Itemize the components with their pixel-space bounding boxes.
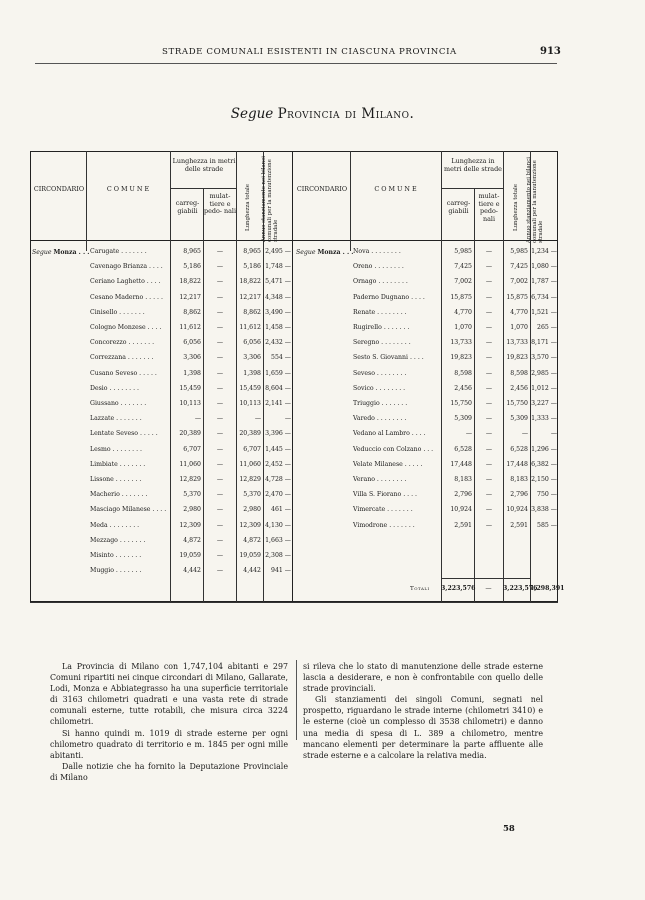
table-cell: — (485, 278, 493, 286)
table-cell: 10,113 (179, 400, 201, 407)
table-cell: 461 — (271, 506, 291, 514)
table-cell: 12,309 (179, 521, 201, 529)
text-column-right (303, 661, 543, 761)
table-cell: 1,070 (454, 324, 472, 331)
table-cell: 4,348 — (265, 293, 291, 301)
table-cell: 12,829 (239, 476, 261, 483)
table-cell: 12,217 (239, 293, 261, 301)
table-cell: — (485, 506, 493, 514)
table-cell: 15,750 (450, 400, 472, 407)
totals-annuo: 1,298,391 (530, 585, 565, 592)
table-cell: Ornago . . . . . . . . (353, 278, 408, 286)
table-cell: 3,396 — (265, 430, 291, 438)
totals-carreggiabili: 3,223,576 (441, 585, 476, 592)
table-cell: — (485, 354, 493, 362)
table-cell: — (485, 445, 493, 453)
header-carreggiabili: carreg- giabili (175, 199, 200, 215)
table-cell: Velate Milanese . . . . . (353, 460, 423, 468)
table-cell: Mezzago . . . . . . . (90, 536, 146, 544)
table-cell: Concorezzo . . . . . . . (90, 339, 155, 347)
table-cell: 10,113 (239, 400, 261, 407)
table-cell: 2,796 (510, 491, 528, 499)
header-bottom-rule (30, 240, 558, 241)
table-cell: — (485, 308, 493, 316)
circondario-prefix: Segue (32, 249, 52, 256)
table-cell: 1,012 — (531, 384, 557, 392)
table-cell: Renate . . . . . . . . (353, 308, 407, 316)
table-cell: 3,838 — (531, 506, 557, 514)
table-cell: Verano . . . . . . . . (353, 476, 407, 483)
table-cell: 6,056 (243, 339, 261, 347)
header-lunghezza: Lunghezza in metri delle strade (444, 157, 502, 173)
table-cell: 7,425 (454, 263, 472, 271)
table-cell: 15,459 (179, 384, 201, 392)
header-comune: COMUNE (374, 185, 419, 193)
table-cell: Lesmo . . . . . . . . (90, 445, 143, 453)
table-cell: 2,470 — (265, 491, 291, 499)
table-cell: — (485, 263, 493, 271)
table-cell: — (216, 460, 224, 468)
table-cell: 6,056 (183, 339, 201, 347)
table-cell: 1,398 (243, 369, 261, 377)
table-cell: Triuggio . . . . . . . (353, 400, 408, 407)
table-cell: 4,770 (510, 308, 528, 316)
header-rule (35, 63, 557, 64)
table-cell: — (216, 536, 224, 544)
circondario-name: Monza . . . (53, 249, 90, 256)
table-cell: — (216, 278, 224, 286)
table-cell: — (485, 521, 493, 529)
table-cell: Vimodrone . . . . . . . (353, 521, 415, 529)
header-mulattiere: mulat- tiere e pedo- nali (478, 192, 500, 223)
table-cell: 1,234 — (531, 248, 557, 255)
table-cell: 6,528 (454, 445, 472, 453)
table-cell: — (485, 369, 493, 377)
paragraph: Dalle notizie che ha fornito la Deputazione Provinciale di Milano (50, 761, 288, 782)
table-cell: 17,448 (450, 460, 472, 468)
header-circondario: CIRCONDARIO (296, 185, 348, 193)
table-cell: — (485, 415, 493, 423)
table-cell: 18,822 (179, 278, 201, 286)
table-cell: 2,985 — (531, 369, 557, 377)
table-cell: Cusano Seveso . . . . . (90, 369, 157, 377)
table-cell: 554 — (271, 354, 291, 362)
table-cell: 17,448 (506, 460, 528, 468)
table-cell: 585 — (537, 521, 557, 529)
header-annuo: Annuo stanziamento nei bilanci comunali per la manutenzione stradale (261, 156, 280, 242)
table-cell: Masciago Milanese . . . . (90, 506, 167, 514)
header-lunghezza-totale: Lunghezza totale (513, 184, 519, 231)
col-rule (292, 151, 293, 602)
table-cell: — (216, 324, 224, 331)
table-cell: — (485, 491, 493, 499)
table-cell: 13,733 (506, 339, 528, 347)
table-cell: 4,442 (183, 567, 201, 575)
table-cell: — (485, 293, 493, 301)
table-cell: — (216, 339, 224, 347)
circondario-label-left (32, 249, 89, 257)
paragraph: si rileva che lo stato di manutenzione delle strade esterne lascia a desiderare, e non è confrontabile con quello delle strade provinciali. (303, 662, 543, 694)
table-cell: Paderno Dugnano . . . . (353, 293, 425, 301)
header-carreggiabili: carreg- giabili (446, 199, 471, 215)
col-rule (350, 151, 351, 251)
table-cell: — (216, 552, 224, 559)
table-cell: Seveso . . . . . . . . (353, 369, 407, 377)
table-cell: Varedo . . . . . . . . (353, 415, 407, 423)
table-cell: — (521, 430, 528, 438)
table-cell: Meda . . . . . . . . (90, 521, 140, 529)
paragraph: La Provincia di Milano con 1,747,104 abitanti e 297 Comuni ripartiti nei cinque circondari di Milano, Gallarate, Lodi, Monza e Abbiategrasso ha una superficie territoriale di 3163 chilometri quadrati e una vasta rete di strade comunali esterne, tutte rotabili, che misura circa 3224 chilometri. (50, 662, 288, 727)
table-cell: 19,059 (239, 552, 261, 559)
table-cell: 4,130 — (265, 521, 291, 529)
table-cell: — (550, 430, 557, 438)
table-cell: 11,060 (239, 460, 261, 468)
table-cell: 20,389 (179, 430, 201, 438)
table-bottom-rule (30, 602, 558, 603)
table-cell: Muggio . . . . . . . (90, 567, 142, 575)
table-cell: 5,309 (454, 415, 472, 423)
table-cell: 3,306 (183, 354, 201, 362)
table-cell: 1,458 — (265, 324, 291, 331)
table-cell: — (216, 354, 224, 362)
table-cell: — (485, 400, 493, 407)
table-cell: 15,750 (506, 400, 528, 407)
totals-rule (441, 578, 530, 579)
table-cell: 7,425 (510, 263, 528, 271)
table-cell: 20,389 (239, 430, 261, 438)
table-cell: 11,612 (239, 324, 261, 331)
table-cell: — (216, 567, 224, 575)
table-cell: 4,442 (243, 567, 261, 575)
table-cell: Lentate Seveso . . . . . (90, 430, 158, 438)
table-cell: 8,862 (243, 308, 261, 316)
table-cell: 1,748 — (265, 263, 291, 271)
table-cell: 11,060 (179, 460, 201, 468)
table-cell: 1,521 — (531, 308, 557, 316)
header-lunghezza-totale: Lunghezza totale (245, 184, 251, 231)
page-number: 913 (540, 46, 561, 57)
table-cell: 2,432 — (265, 339, 291, 347)
table-cell: 2,591 (454, 521, 472, 529)
table-cell: 2,452 — (265, 460, 291, 468)
table-cell: 5,370 (183, 491, 201, 499)
table-cell: Rugirello . . . . . . . (353, 324, 410, 331)
table-cell: Villa S. Fiorano . . . . (353, 491, 417, 499)
footer-number: 58 (503, 824, 515, 834)
table-cell: 10,924 (450, 506, 472, 514)
table-cell: Cologno Monzese . . . . (90, 324, 162, 331)
table-cell: — (216, 476, 224, 483)
table-cell: — (485, 430, 493, 438)
table-cell: — (485, 339, 493, 347)
table-cell: 1,445 — (265, 445, 291, 453)
table-cell: 19,823 (450, 354, 472, 362)
table-cell: 2,796 (454, 491, 472, 499)
table-cell: Vedano al Lambro . . . . (353, 430, 426, 438)
table-cell: — (216, 415, 224, 423)
table-cell: Cavenago Brianza . . . . (90, 263, 163, 271)
table-cell: Lissone . . . . . . . (90, 476, 142, 483)
table-cell: 2,456 (510, 384, 528, 392)
table-cell: 15,459 (239, 384, 261, 392)
table-cell: 2,495 — (265, 248, 291, 255)
table-cell: — (216, 293, 224, 301)
table-cell: — (216, 506, 224, 514)
table-cell: Nova . . . . . . . . (353, 248, 401, 255)
table-cell: Ceriano Laghetto . . . . (90, 278, 161, 286)
table-cell: 2,308 — (265, 552, 291, 559)
table-cell: Giussano . . . . . . . (90, 400, 147, 407)
table-cell: — (485, 248, 493, 255)
table-cell: — (216, 491, 224, 499)
table-cell: 2,980 (183, 506, 201, 514)
table-cell: Misinto . . . . . . . (90, 552, 142, 559)
table-cell: 12,217 (179, 293, 201, 301)
table-cell: — (254, 415, 261, 423)
table-cell: Sesto S. Giovanni . . . . (353, 354, 424, 362)
table-cell: 8,598 (454, 369, 472, 377)
table-cell: 1,398 (183, 369, 201, 377)
table-cell: 5,985 (454, 248, 472, 255)
table-cell: 1,070 (510, 324, 528, 331)
table-cell: 7,002 (454, 278, 472, 286)
table-cell: Cinisello . . . . . . . (90, 308, 145, 316)
table-cell: 6,734 — (531, 293, 557, 301)
section-title (0, 106, 645, 122)
table-cell: — (216, 263, 224, 271)
table-cell: 265 — (537, 324, 557, 331)
circondario-prefix: Segue (296, 249, 316, 256)
table-cell: Carugate . . . . . . . (90, 248, 147, 255)
table-cell: Vimercate . . . . . . . (353, 506, 413, 514)
table-cell: — (485, 324, 493, 331)
circondario-name: Monza . . . (317, 249, 354, 256)
header-comune: COMUNE (106, 185, 152, 193)
table-cell: 8,183 (454, 476, 472, 483)
section-title-prefix: Segue (230, 106, 274, 122)
table-cell: 4,872 (183, 536, 201, 544)
table-cell: 2,980 (243, 506, 261, 514)
table-cell: — (216, 521, 224, 529)
table-cell: 7,002 (510, 278, 528, 286)
table-cell: — (485, 384, 493, 392)
table-cell: 12,829 (179, 476, 201, 483)
table-cell: Macherio . . . . . . . (90, 491, 148, 499)
table-cell: 8,171 — (531, 339, 557, 347)
table-cell: 8,862 (183, 308, 201, 316)
table-cell: 13,733 (450, 339, 472, 347)
paragraph: Si hanno quindi m. 1019 di strade esterne per ogni chilometro quadrato di territorio e m. 1845 per ogni mille abitanti. (50, 728, 288, 760)
table-cell: Lazzate . . . . . . . (90, 415, 142, 423)
table-cell: — (216, 445, 224, 453)
text-column-divider (296, 660, 297, 740)
totals-mulattiere: — (485, 585, 492, 592)
table-cell: 941 — (271, 567, 291, 575)
table-cell: 8,604 — (265, 384, 291, 392)
table-cell: — (194, 415, 201, 423)
table-cell: 3,570 — (531, 354, 557, 362)
table-cell: 5,186 (243, 263, 261, 271)
table-cell: 2,456 (454, 384, 472, 392)
table-cell: 8,598 (510, 369, 528, 377)
table-cell: 18,822 (239, 278, 261, 286)
table-cell: 15,875 (506, 293, 528, 301)
table-cell: Limbiate . . . . . . . (90, 460, 146, 468)
table-cell: — (216, 400, 224, 407)
table-cell: 12,309 (239, 521, 261, 529)
table-cell: 1,296 — (531, 445, 557, 453)
table-cell: 5,370 (243, 491, 261, 499)
table-cell: 1,333 — (531, 415, 557, 423)
section-title-text: Provincia di Milano. (277, 106, 415, 122)
table-cell: — (216, 248, 224, 255)
table-cell: 8,183 (510, 476, 528, 483)
table-cell: — (485, 460, 493, 468)
table-cell: Correzzana . . . . . . . (90, 354, 154, 362)
table-cell: — (465, 430, 472, 438)
table-cell: 4,872 (243, 536, 261, 544)
table-cell: — (216, 369, 224, 377)
totals-lunghezza-totale: 3,223,576 (503, 585, 538, 592)
table-cell: — (485, 476, 493, 483)
totals-label: Totali (410, 586, 430, 592)
table-cell: 6,707 (183, 445, 201, 453)
table-cell: — (284, 415, 291, 423)
table-cell: 6,707 (243, 445, 261, 453)
table-cell: Sovico . . . . . . . . (353, 384, 406, 392)
table-cell: 5,985 (510, 248, 528, 255)
table-cell: 5,309 (510, 415, 528, 423)
table-cell: 3,306 (243, 354, 261, 362)
table-cell: 3,227 — (531, 400, 557, 407)
text-column-left (50, 661, 288, 783)
col-rule (86, 151, 87, 251)
table-cell: 1,663 — (265, 536, 291, 544)
table-cell: 1,787 — (531, 278, 557, 286)
table-cell: Oreno . . . . . . . . (353, 263, 404, 271)
table-cell: Seregno . . . . . . . . (353, 339, 411, 347)
paragraph: Gli stanziamenti dei singoli Comuni, segnati nel prospetto, riguardano le strade interne (chilometri 3410) e le esterne (cioè un complesso di 3538 chilometri) e danno una media di spesa di L. 389 a chilometro, mentre mancano elementi per determinare la parte affluente alle strade esterne e a calcolare la relativa media. (303, 695, 543, 760)
table-cell: 2,141 — (265, 400, 291, 407)
table-cell: 4,728 — (265, 476, 291, 483)
table-cell: 19,059 (179, 552, 201, 559)
table-cell: 6,382 — (531, 460, 557, 468)
table-cell: 2,150 — (531, 476, 557, 483)
table-cell: 4,770 (454, 308, 472, 316)
table-cell: — (216, 308, 224, 316)
table-cell: Desio . . . . . . . . (90, 384, 139, 392)
table-cell: 1,659 — (265, 369, 291, 377)
table-cell: — (216, 384, 224, 392)
table-cell: 5,186 (183, 263, 201, 271)
running-head (0, 47, 645, 61)
header-circondario: CIRCONDARIO (33, 185, 85, 193)
table-cell: 3,490 — (265, 308, 291, 316)
table-cell: 750 — (537, 491, 557, 499)
table-cell: 8,965 (183, 248, 201, 255)
table-cell: 15,875 (450, 293, 472, 301)
circondario-label-right (296, 249, 353, 257)
table-cell: Veduccio con Colzano . . . (353, 445, 434, 453)
header-annuo: Annuo stanziamento nei bilanci comunali per la manutenzione stradale (526, 157, 545, 243)
table-cell: 6,528 (510, 445, 528, 453)
table-cell: 5,471 — (265, 278, 291, 286)
table-cell: 10,924 (506, 506, 528, 514)
table-cell: 11,612 (179, 324, 201, 331)
table-cell: 2,591 (510, 521, 528, 529)
table-cell: 19,823 (506, 354, 528, 362)
right-lunghezza-rule (441, 188, 503, 189)
header-lunghezza: Lunghezza in metri delle strade (172, 157, 236, 173)
running-title: STRADE COMUNALI ESISTENTI IN CIASCUNA PROVINCIA (162, 47, 457, 57)
table-cell: Cesano Maderno . . . . . (90, 293, 163, 301)
table-cell: — (216, 430, 224, 438)
table-cell: 1,080 — (531, 263, 557, 271)
table-cell: 8,965 (243, 248, 261, 255)
header-mulattiere: mulat- tiere e pedo- nali (204, 192, 237, 216)
